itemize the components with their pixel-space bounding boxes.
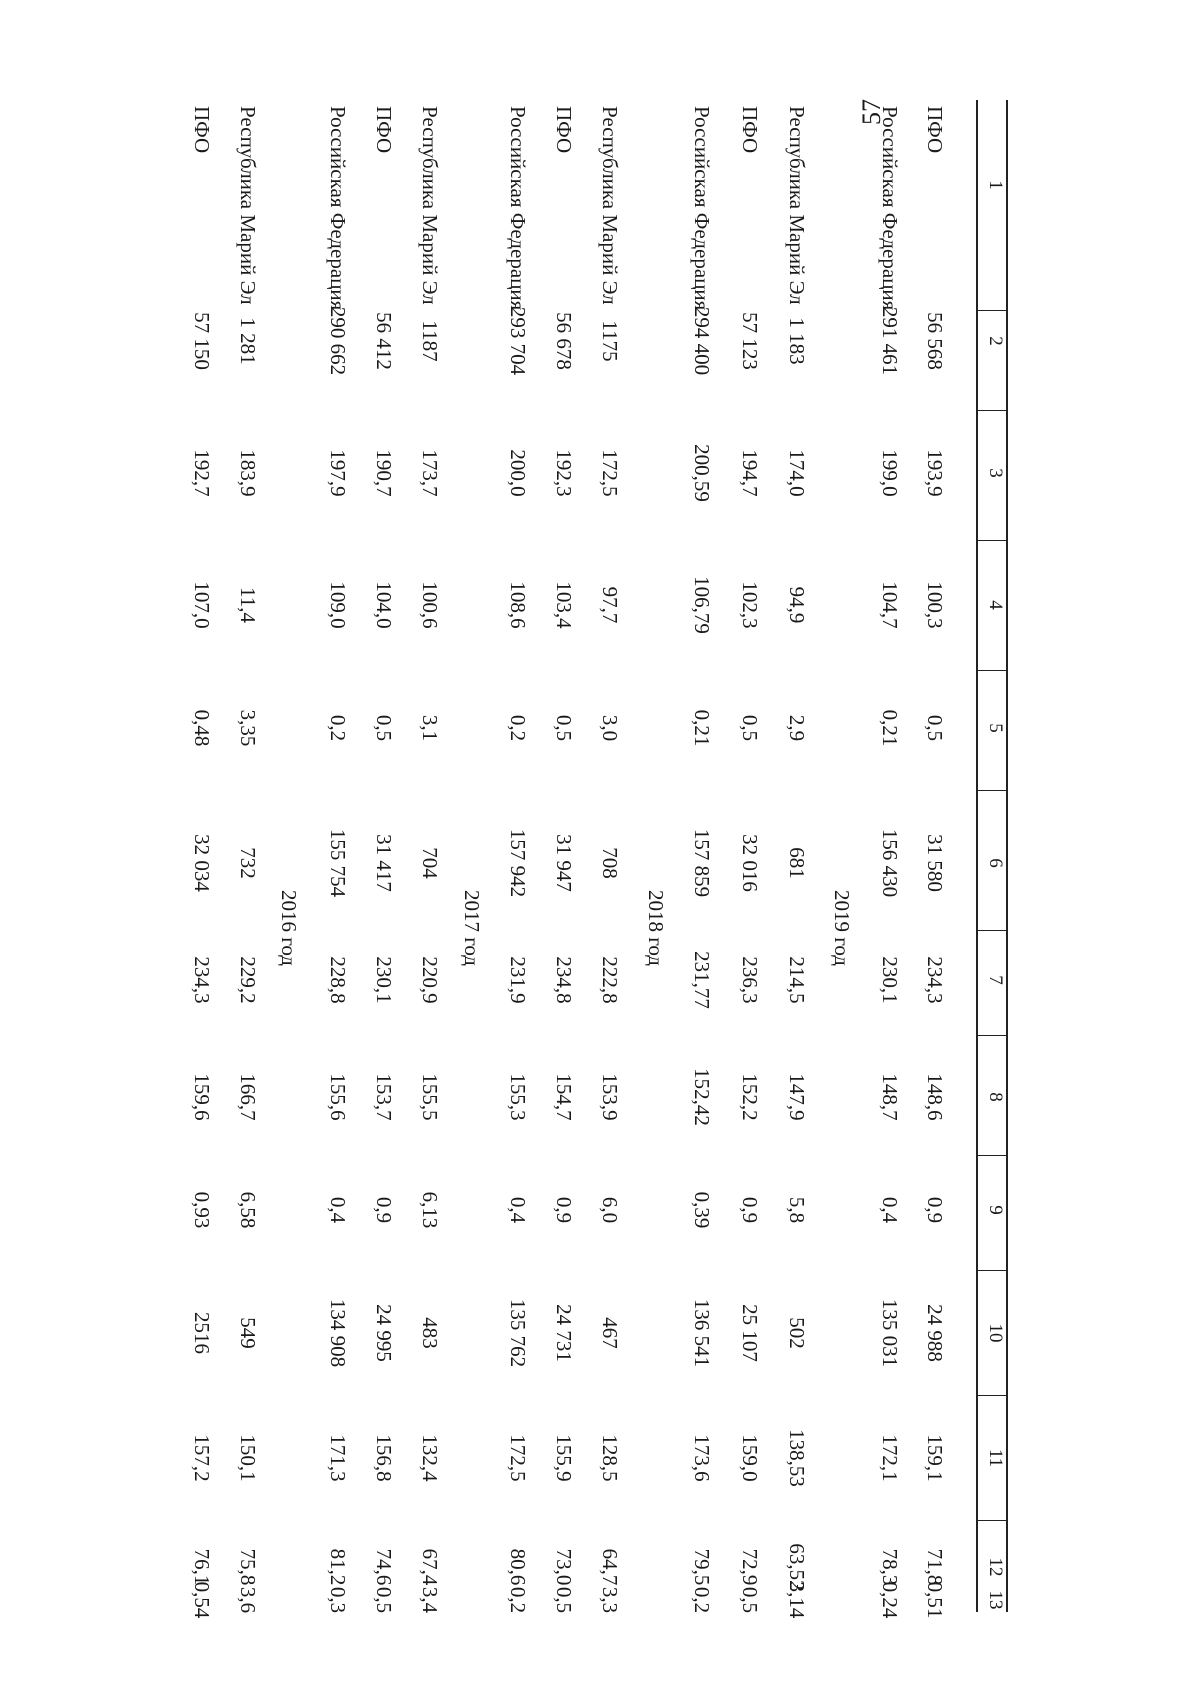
- table-cell-col6: 157 942: [506, 828, 530, 898]
- table-cell-col4: 103,4: [552, 581, 576, 629]
- header-divider: [978, 1520, 1006, 1521]
- year-heading: 2016 год: [277, 890, 301, 966]
- table-cell-col3: 183,9: [236, 449, 260, 497]
- table-cell-col9: 0,93: [190, 1191, 214, 1229]
- table-cell-col6: 732: [236, 847, 260, 879]
- table-cell-col8: 166,7: [236, 1073, 260, 1121]
- table-cell-col7: 228,8: [326, 956, 350, 1004]
- table-cell-col4: 97,7: [598, 586, 622, 624]
- table-cell-col7: 236,3: [738, 956, 762, 1004]
- table-cell-col8: 154,7: [552, 1073, 576, 1121]
- table-cell-col3: 174,0: [785, 449, 809, 497]
- table-cell-col8: 152,2: [738, 1073, 762, 1121]
- table-cell-col6: 32 016: [738, 834, 762, 892]
- row-label: ПФО: [190, 106, 214, 154]
- column-header-1: 1: [985, 180, 1006, 190]
- table-cell-col10: 24 988: [923, 1304, 947, 1362]
- table-cell-col2: 290 662: [326, 306, 350, 376]
- table-cell-col2: 1187: [418, 320, 442, 362]
- table-cell-col10: 549: [236, 1317, 260, 1349]
- table-cell-col9: 0,9: [738, 1196, 762, 1224]
- header-divider: [978, 310, 1006, 311]
- table-cell-col2: 57 123: [738, 312, 762, 370]
- table-cell-col9: 0,39: [690, 1191, 714, 1229]
- table-cell-col12: 79,5: [690, 1548, 714, 1586]
- table-cell-col2: 294 400: [690, 306, 714, 376]
- table-cell-col9: 6,13: [418, 1191, 442, 1229]
- table-cell-col11: 172,5: [506, 1434, 530, 1482]
- header-divider: [978, 670, 1006, 671]
- table-cell-col5: 3,0: [598, 714, 622, 742]
- table-cell-col11: 157,2: [190, 1434, 214, 1482]
- table-cell-col9: 0,9: [923, 1196, 947, 1224]
- table-cell-col11: 138,53: [785, 1429, 809, 1487]
- table-cell-col5: 0,5: [552, 714, 576, 742]
- table-cell-col11: 128,5: [598, 1434, 622, 1482]
- table-cell-col11: 172,1: [878, 1434, 902, 1482]
- table-cell-col4: 104,0: [372, 581, 396, 629]
- table-cell-col10: 135 762: [506, 1298, 530, 1368]
- table-cell-col9: 6,58: [236, 1191, 260, 1229]
- table-cell-col4: 107,0: [190, 581, 214, 629]
- table-cell-col3: 200,59: [690, 444, 714, 502]
- header-divider: [978, 1270, 1006, 1271]
- table-cell-col4: 109,0: [326, 581, 350, 629]
- table-cell-col12: 80,6: [506, 1548, 530, 1586]
- table-cell-col10: 136 541: [690, 1298, 714, 1368]
- table-cell-col2: 1 281: [236, 317, 260, 365]
- table-cell-col7: 231,77: [690, 951, 714, 1009]
- table-cell-col7: 220,9: [418, 956, 442, 1004]
- table-cell-col13: 3,3: [598, 1586, 622, 1614]
- column-header-2: 2: [985, 336, 1006, 346]
- table-cell-col13: 3,6: [236, 1586, 260, 1614]
- year-heading: 2019 год: [830, 890, 854, 966]
- table-cell-col10: 134 908: [326, 1298, 350, 1368]
- header-divider: [978, 1035, 1006, 1036]
- table-cell-col12: 67,4: [418, 1548, 442, 1586]
- row-label: ПФО: [923, 106, 947, 154]
- table-cell-col6: 156 430: [878, 828, 902, 898]
- table-cell-col9: 0,9: [552, 1196, 576, 1224]
- column-header-3: 3: [985, 468, 1006, 478]
- row-label: ПФО: [552, 106, 576, 154]
- table-cell-col5: 0,2: [506, 714, 530, 742]
- table-cell-col10: 2516: [190, 1312, 214, 1354]
- table-cell-col7: 230,1: [878, 956, 902, 1004]
- table-cell-col11: 155,9: [552, 1434, 576, 1482]
- table-cell-col10: 467: [598, 1317, 622, 1349]
- table-cell-col4: 100,6: [418, 581, 442, 629]
- table-cell-col10: 24 995: [372, 1304, 396, 1362]
- table-cell-col9: 6,0: [598, 1196, 622, 1224]
- table-cell-col5: 0,48: [190, 709, 214, 747]
- rotated-table: [190, 100, 1006, 1619]
- table-cell-col4: 106,79: [690, 576, 714, 634]
- table-cell-col13: 0,2: [690, 1586, 714, 1614]
- column-header-5: 5: [985, 723, 1006, 733]
- table-cell-col2: 1175: [598, 320, 622, 362]
- table-cell-col13: 0,24: [878, 1581, 902, 1619]
- table-cell-col10: 483: [418, 1317, 442, 1349]
- table-cell-col8: 148,7: [878, 1073, 902, 1121]
- row-label: ПФО: [372, 106, 396, 154]
- table-cell-col5: 3,35: [236, 709, 260, 747]
- table-cell-col13: 0,54: [190, 1581, 214, 1619]
- header-divider: [978, 930, 1006, 931]
- header-divider: [978, 410, 1006, 411]
- column-header-8: 8: [985, 1092, 1006, 1102]
- table-cell-col3: 199,0: [878, 449, 902, 497]
- table-cell-col11: 150,1: [236, 1434, 260, 1482]
- table-cell-col12: 71,8: [923, 1548, 947, 1586]
- year-heading: 2017 год: [460, 890, 484, 966]
- table-cell-col11: 156,8: [372, 1434, 396, 1482]
- row-label: Республика Марий Эл: [236, 106, 260, 305]
- table-cell-col12: 75,8: [236, 1548, 260, 1586]
- table-cell-col12: 73,0: [552, 1548, 576, 1586]
- table-cell-col11: 171,3: [326, 1434, 350, 1482]
- table-cell-col6: 157 859: [690, 828, 714, 898]
- row-label: Республика Марий Эл: [785, 106, 809, 305]
- header-divider: [978, 1395, 1006, 1396]
- table-cell-col11: 159,0: [738, 1434, 762, 1482]
- table-cell-col7: 231,9: [506, 956, 530, 1004]
- table-cell-col10: 135 031: [878, 1298, 902, 1368]
- table-cell-col10: 25 107: [738, 1304, 762, 1362]
- table-cell-col6: 31 417: [372, 834, 396, 892]
- table-cell-col5: 0,5: [372, 714, 396, 742]
- header-divider: [978, 540, 1006, 541]
- table-cell-col4: 11,4: [236, 587, 260, 623]
- column-header-11: 11: [985, 1448, 1006, 1468]
- column-header-4: 4: [985, 600, 1006, 610]
- table-cell-col12: 74,6: [372, 1548, 396, 1586]
- table-cell-col8: 147,9: [785, 1073, 809, 1121]
- table-cell-col7: 230,1: [372, 956, 396, 1004]
- table-cell-col13: 0,5: [552, 1586, 576, 1614]
- table-cell-col8: 153,9: [598, 1073, 622, 1121]
- header-bottom-border: [977, 100, 979, 1612]
- table-cell-col9: 0,4: [878, 1196, 902, 1224]
- table-cell-col8: 155,6: [326, 1073, 350, 1121]
- table-cell-col3: 192,7: [190, 449, 214, 497]
- table-cell-col7: 234,3: [190, 956, 214, 1004]
- row-label: ПФО: [738, 106, 762, 154]
- table-cell-col2: 293 704: [506, 306, 530, 376]
- row-label: Республика Марий Эл: [598, 106, 622, 305]
- table-cell-col2: 291 461: [878, 306, 902, 376]
- table-cell-col7: 234,8: [552, 956, 576, 1004]
- row-label: Российская Федерация: [506, 106, 530, 311]
- table-cell-col10: 502: [785, 1317, 809, 1349]
- table-cell-col9: 5,8: [785, 1196, 809, 1224]
- column-header-7: 7: [985, 975, 1006, 985]
- table-cell-col4: 108,6: [506, 581, 530, 629]
- table-cell-col8: 153,7: [372, 1073, 396, 1121]
- table-cell-col5: 0,21: [690, 709, 714, 747]
- table-cell-col4: 100,3: [923, 581, 947, 629]
- column-header-6: 6: [985, 858, 1006, 868]
- header-divider: [978, 1155, 1006, 1156]
- row-label: Российская Федерация: [690, 106, 714, 311]
- table-cell-col13: 3,14: [785, 1581, 809, 1619]
- table-cell-col12: 64,7: [598, 1548, 622, 1586]
- table-cell-col13: 0,2: [506, 1586, 530, 1614]
- table-cell-col8: 155,3: [506, 1073, 530, 1121]
- table-cell-col11: 159,1: [923, 1434, 947, 1482]
- table-cell-col10: 24 731: [552, 1304, 576, 1362]
- table-cell-col2: 56 568: [923, 312, 947, 370]
- table-cell-col3: 197,9: [326, 449, 350, 497]
- table-cell-col8: 159,6: [190, 1073, 214, 1121]
- row-label: Российская Федерация: [326, 106, 350, 311]
- table-top-border: [1007, 100, 1009, 1612]
- table-cell-col3: 192,3: [552, 449, 576, 497]
- table-cell-col3: 172,5: [598, 449, 622, 497]
- table-cell-col13: 0,5: [372, 1586, 396, 1614]
- table-cell-col4: 102,3: [738, 581, 762, 629]
- header-divider: [978, 790, 1006, 791]
- table-cell-col2: 1 183: [785, 317, 809, 365]
- table-cell-col5: 2,9: [785, 714, 809, 742]
- table-cell-col8: 155,5: [418, 1073, 442, 1121]
- column-header-9: 9: [985, 1205, 1006, 1215]
- table-cell-col5: 0,21: [878, 709, 902, 747]
- table-cell-col6: 31 580: [923, 834, 947, 892]
- table-cell-col5: 3,1: [418, 714, 442, 742]
- table-cell-col9: 0,9: [372, 1196, 396, 1224]
- table-cell-col3: 190,7: [372, 449, 396, 497]
- table-cell-col8: 148,6: [923, 1073, 947, 1121]
- table-cell-col12: 76,1: [190, 1548, 214, 1586]
- row-label: Республика Марий Эл: [418, 106, 442, 305]
- table-cell-col5: 0,5: [923, 714, 947, 742]
- table-cell-col6: 31 947: [552, 834, 576, 892]
- table-cell-col7: 229,2: [236, 956, 260, 1004]
- table-cell-col7: 234,3: [923, 956, 947, 1004]
- table-cell-col6: 681: [785, 847, 809, 879]
- table-cell-col12: 81,2: [326, 1548, 350, 1586]
- table-cell-col4: 104,7: [878, 581, 902, 629]
- table-cell-col5: 0,2: [326, 714, 350, 742]
- table-cell-col2: 56 678: [552, 312, 576, 370]
- table-cell-col7: 222,8: [598, 956, 622, 1004]
- table-cell-col6: 708: [598, 847, 622, 879]
- table-cell-col13: 3,4: [418, 1586, 442, 1614]
- table-cell-col9: 0,4: [506, 1196, 530, 1224]
- statistics-table: [190, 100, 1006, 1619]
- table-cell-col7: 214,5: [785, 956, 809, 1004]
- table-cell-col12: 63,52: [785, 1543, 809, 1591]
- table-cell-col13: 0,5: [738, 1586, 762, 1614]
- table-cell-col6: 704: [418, 847, 442, 879]
- row-label: Российская Федерация: [878, 106, 902, 311]
- page-number: 57: [857, 99, 886, 125]
- table-cell-col13: 0,51: [923, 1581, 947, 1619]
- table-cell-col2: 56 412: [372, 312, 396, 370]
- table-cell-col12: 78,3: [878, 1548, 902, 1586]
- table-cell-col11: 173,6: [690, 1434, 714, 1482]
- table-cell-col3: 194,7: [738, 449, 762, 497]
- table-cell-col5: 0,5: [738, 714, 762, 742]
- table-cell-col13: 0,3: [326, 1586, 350, 1614]
- column-header-12: 12: [985, 1557, 1006, 1577]
- table-cell-col11: 132,4: [418, 1434, 442, 1482]
- table-cell-col6: 155 754: [326, 828, 350, 898]
- table-cell-col9: 0,4: [326, 1196, 350, 1224]
- table-cell-col2: 57 150: [190, 312, 214, 370]
- table-cell-col4: 94,9: [785, 586, 809, 624]
- table-cell-col8: 152,42: [690, 1068, 714, 1126]
- column-header-10: 10: [985, 1323, 1006, 1343]
- table-cell-col6: 32 034: [190, 834, 214, 892]
- table-cell-col3: 200,0: [506, 449, 530, 497]
- table-cell-col12: 72,9: [738, 1548, 762, 1586]
- column-header-13: 13: [985, 1590, 1006, 1610]
- table-cell-col3: 173,7: [418, 449, 442, 497]
- year-heading: 2018 год: [644, 890, 668, 966]
- table-cell-col3: 193,9: [923, 449, 947, 497]
